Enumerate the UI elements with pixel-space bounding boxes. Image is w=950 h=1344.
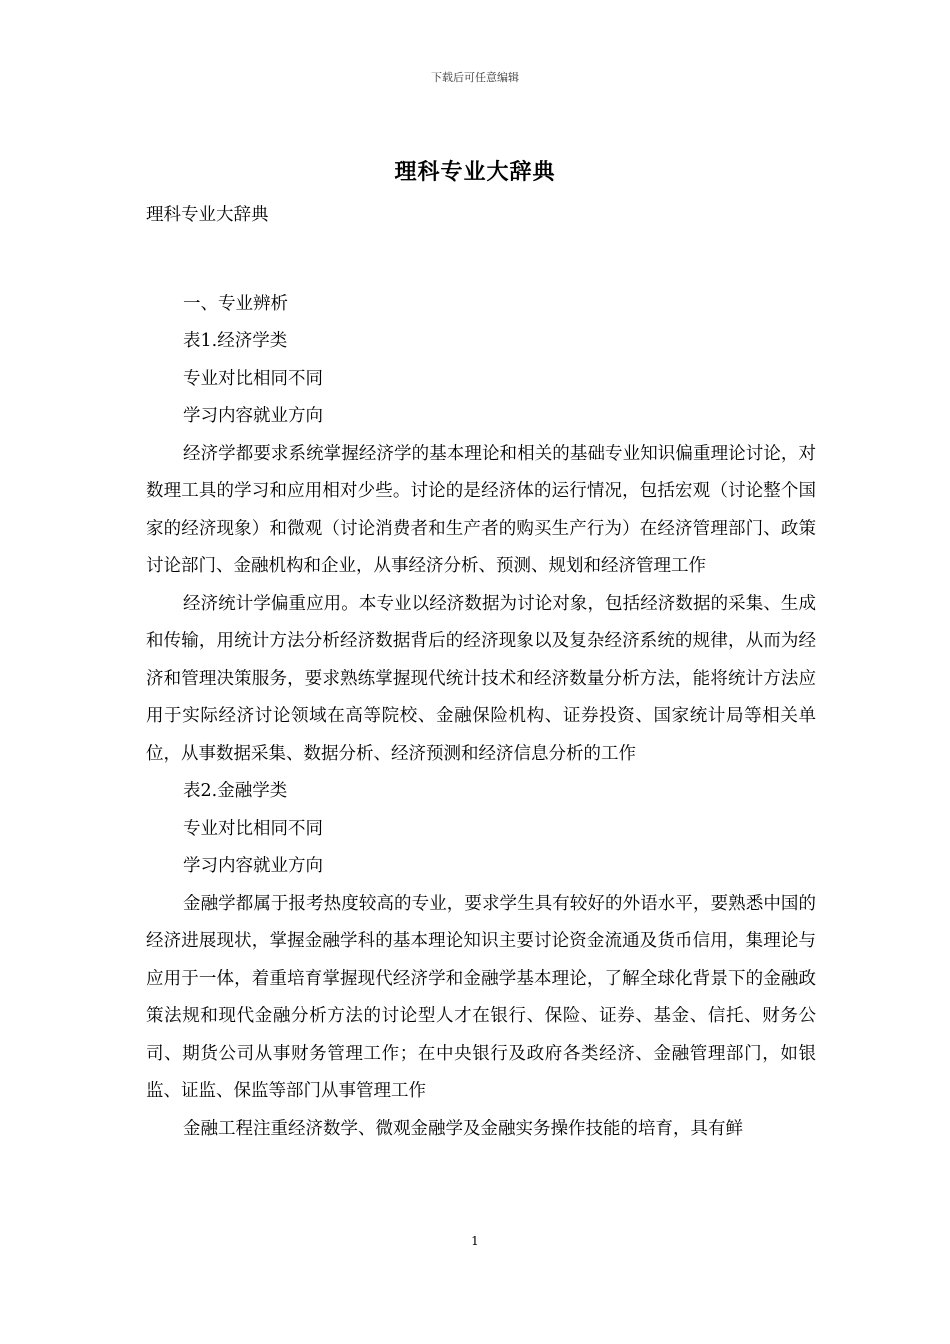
body-paragraph: 经济统计学偏重应用。本专业以经济数据为讨论对象，包括经济数据的采集、生成和传输，用统计方法分析经济数据背后的经济现象以及复杂经济系统的规律，从而为经济和管理决策服务，要求熟练掌握现代统计技术和经济数量分析方法，能将统计方法应用于实际经济讨论领域在高等院校、金融保险机构、证券投资、国家统计局等相关单位，从事数据采集、数据分析、经济预测和经济信息分析的工作 — [146, 593, 816, 764]
header-note: 下载后可任意编辑 — [431, 71, 519, 84]
table-header-row: 专业对比相同不同 — [183, 368, 323, 389]
table-header-row: 学习内容就业方向 — [183, 856, 323, 876]
spacer — [146, 235, 816, 272]
spacer — [146, 272, 816, 286]
page-number: 1 — [471, 1234, 479, 1248]
subtitle: 理科专业大辞典 — [146, 205, 269, 225]
table-caption: 表1.经济学类 — [183, 331, 288, 351]
body-paragraph: 金融学都属于报考热度较高的专业，要求学生具有较好的外语水平，要熟悉中国的经济进展现状，掌握金融学科的基本理论知识主要讨论资金流通及货币信用，集理论与应用于一体，着重培育掌握现代经济学和金融学基本理论，了解全球化背景下的金融政策法规和现代金融分析方法的讨论型人才在银行、保险、证券、基金、信托、财务公司、期货公司从事财务管理工作；在中央银行及政府各类经济、金融管理部门，如银监、证监、保监等部门从事管理工作 — [146, 893, 816, 1101]
document-body — [146, 197, 816, 1148]
body-paragraph: 经济学都要求系统掌握经济学的基本理论和相关的基础专业知识偏重理论讨论，对数理工具的学习和应用相对少些。讨论的是经济体的运行情况，包括宏观（讨论整个国家的经济现象）和微观（讨论消费者和生产者的购买生产行为）在经济管理部门、政策讨论部门、金融机构和企业，从事经济分析、预测、规划和经济管理工作 — [146, 443, 816, 576]
document-title: 理科专业大辞典 — [394, 159, 556, 185]
body-paragraph: 金融工程注重经济数学、微观金融学及金融实务操作技能的培育，具有鲜 — [183, 1118, 743, 1139]
table-header-row: 学习内容就业方向 — [183, 406, 323, 426]
table-header-row: 专业对比相同不同 — [183, 818, 323, 839]
section-heading: 一、专业辨析 — [183, 293, 288, 314]
table-caption: 表2.金融学类 — [183, 781, 288, 801]
